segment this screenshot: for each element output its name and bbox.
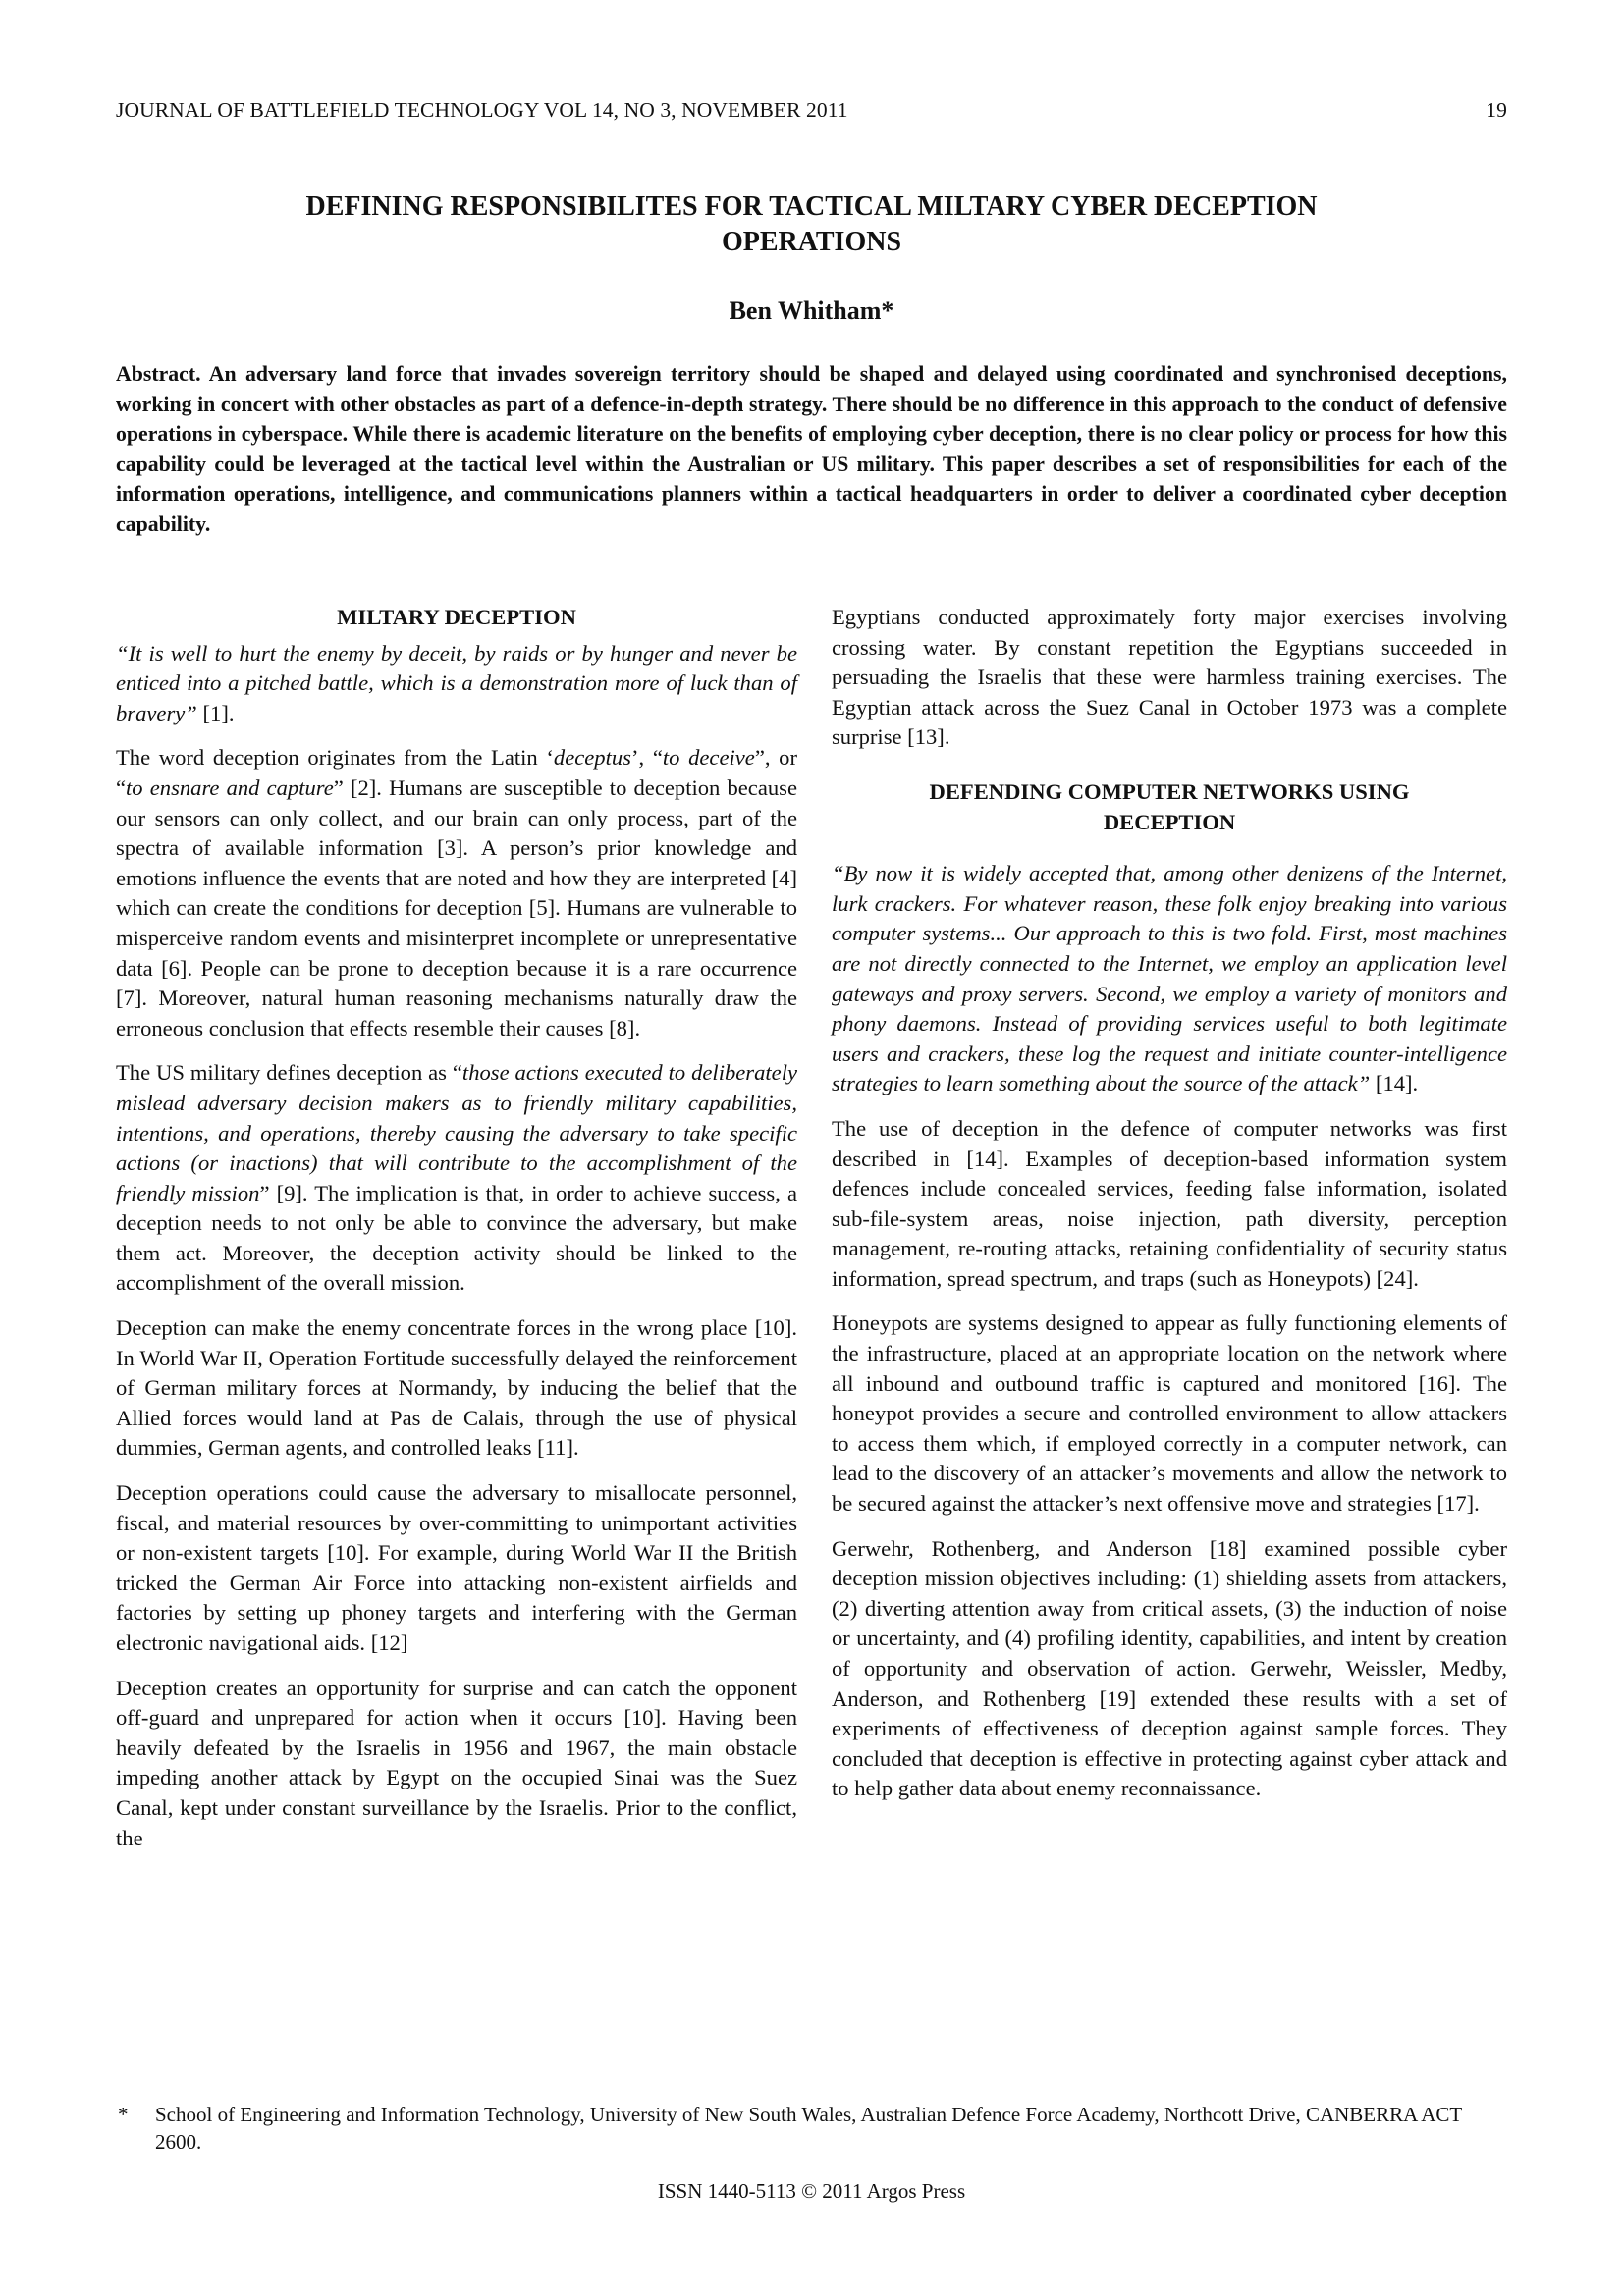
paragraph: Honeypots are systems designed to appear as fully functioning elements of the infrastructure, placed at an appropriate location on the network where all inbound and outbound traffic is captured and monitored [16]. The honeypot provides a secure and controlled environment to allow attackers to access them which, if employed correctly in a computer network, can lead to the discovery of an attacker’s movements and allow the network to be secured against the attacker’s next offensive move and strategies [17]. [832, 1310, 1507, 1517]
heading-line-1: DEFENDING COMPUTER NETWORKS USING [929, 778, 1410, 804]
epigraph-citation: [1]. [196, 700, 235, 725]
issn-footer: ISSN 1440-5113 © 2011 Argos Press [657, 2179, 966, 2203]
left-column [116, 603, 797, 1868]
page-number: 19 [1486, 98, 1507, 122]
paragraph [116, 743, 797, 1043]
heading-line-2: DECEPTION [1103, 809, 1236, 834]
footnote-marker: * [118, 2103, 129, 2126]
paragraph: The use of deception in the defence of computer networks was first described in [14]. Examples of deception-based information system defences include concealed services, feeding false information, isolated sub-file-system areas, noise injection, path diversity, perception management, re-routing attacks, retaining confidentiality of security status information, spread spectrum, and traps (such as Honeypots) [24]. [832, 1115, 1507, 1291]
text-run: The word deception originates from the Latin ‘ [116, 745, 554, 771]
footnote-text: School of Engineering and Information Technology, University of New South Wales, Australian Defence Force Academy, Northcott Drive, CANBERRA ACT 2600. [155, 2103, 1462, 2154]
paragraph [116, 1058, 797, 1299]
author-affiliation-footnote [116, 2101, 1507, 2156]
title-line-2: OPERATIONS [721, 227, 902, 257]
journal-citation: JOURNAL OF BATTLEFIELD TECHNOLOGY VOL 14, NO 3, NOVEMBER 2011 [116, 98, 848, 122]
abstract [116, 359, 1507, 540]
title-line-1: DEFINING RESPONSIBILITES FOR TACTICAL MILTARY CYBER DECEPTION [305, 191, 1318, 222]
paragraph: Deception operations could cause the adversary to misallocate personnel, fiscal, and material resources by over-committing to unimportant activities or non-existent targets [10]. For example, during World War II the British tricked the German Air Force into attacking non-existent airfields and factories by setting up phoney targets and interfering with the German electronic navigational aids. [12] [116, 1480, 797, 1655]
epigraph-text: “It is well to hurt the enemy by deceit, by raids or by hunger and never be enticed into a pitched battle, which is a demonstration more of luck than of bravery” [116, 640, 797, 725]
paragraph: Egyptians conducted approximately forty major exercises involving crossing water. By constant repetition the Egyptians succeeded in persuading the Israelis that these were harmless training exercises. The Egyptian attack across the Suez Canal in October 1973 was a complete surprise [13]. [832, 605, 1507, 750]
epigraph-quote [116, 639, 797, 729]
text-run: ’, “ [630, 745, 663, 771]
text-run-italic: to ensnare and capture [126, 774, 334, 800]
text-run-italic: deceptus [553, 745, 631, 771]
epigraph-quote [832, 859, 1507, 1099]
paragraph: Gerwehr, Rothenberg, and Anderson [18] examined possible cyber deception mission objectives including: (1) shielding assets from attackers, (2) diverting attention away from critical assets, (3) the induction of noise or uncertainty, and (4) profiling identity, capabilities, and intent by creation of opportunity and observation of action. Gerwehr, Weissler, Medby, Anderson, and Rothenberg [19] extended these results with a set of experiments of effectiveness of deception against sample forces. They concluded that deception is effective in protecting against cyber attack and to help gather data about enemy reconnaissance. [832, 1535, 1507, 1801]
section-heading-defending-networks [832, 777, 1507, 837]
right-column [832, 603, 1507, 1819]
text-run-italic: to deceive [662, 745, 755, 771]
paragraph: Deception creates an opportunity for surprise and can catch the opponent off-guard and unprepared for action when it occurs [10]. Having been heavily defeated by the Israelis in 1956 and 1967, the main obstacle impeding another attack by Egypt on the occupied Sinai was the Suez Canal, kept under constant surveillance by the Israelis. Prior to the conflict, the [116, 1675, 797, 1850]
text-run: ” [9]. The implication is that, in order to achieve success, a deception needs to not only be able to convince the adversary, but make them act. Moreover, the deception activity should be linked to the accomplishment of the overall mission. [116, 1180, 797, 1296]
abstract-text: An adversary land force that invades sovereign territory should be shaped and delayed using coordinated and synchronised deceptions, working in concert with other obstacles as part of a defence-in-depth strategy. There should be no difference in this approach to the conduct of defensive operations in cyberspace. While there is academic literature on the benefits of employing cyber deception, there is no clear policy or process for how this capability could be leveraged at the tactical level within the Australian or US military. This paper describes a set of responsibilities for each of the information operations, intelligence, and communications planners within a tactical headquarters in order to deliver a coordinated cyber deception capability. [116, 362, 1507, 536]
abstract-label: Abstract. [116, 362, 201, 386]
text-run: ”, or “ [116, 745, 797, 800]
running-header [116, 95, 1507, 125]
author-name: Ben Whitham* [729, 296, 894, 325]
epigraph-text: “By now it is widely accepted that, among other denizens of the Internet, lurk crackers. For whatever reason, these folk enjoy breaking into various computer systems... Our approach to this is two fold. First, most machines are not directly connected to the Internet, we employ an application level gateways and proxy servers. Second, we employ a variety of monitors and phony daemons. Instead of providing services useful to both legitimate users and crackers, these log the request and initiate counter-intelligence strategies to learn something about the source of the attack” [832, 861, 1507, 1096]
paragraph: Deception can make the enemy concentrate forces in the wrong place [10]. In World War II, Operation Fortitude successfully delayed the reinforcement of German military forces at Normandy, by inducing the belief that the Allied forces would land at Pas de Calais, through the use of physical dummies, German agents, and controlled leaks [11]. [116, 1315, 797, 1461]
section-heading-military-deception: MILTARY DECEPTION [337, 605, 576, 629]
text-run: The US military defines deception as “ [116, 1060, 462, 1086]
epigraph-citation: [14]. [1370, 1071, 1419, 1096]
paper-title [116, 189, 1507, 260]
text-run-italic: those actions executed to deliberately mislead adversary decision makers as to friendly military capabilities, intentions, and operations, thereby causing the adversary to take specific actions (or inactions) that will contribute to the accomplishment of the friendly mission [116, 1060, 798, 1205]
text-run: ” [2]. Humans are susceptible to deception because our sensors can only collect, and our brain can only process, part of the spectra of available information [3]. A person’s prior knowledge and emotions influence the events that are noted and how they are interpreted [4] which can create the conditions for deception [5]. Humans are vulnerable to misperceive random events and misinterpret incomplete or unrepresentative data [6]. People can be prone to deception because it is a rare occurrence [7]. Moreover, natural human reasoning mechanisms naturally draw the erroneous conclusion that effects resemble their causes [8]. [116, 774, 797, 1041]
